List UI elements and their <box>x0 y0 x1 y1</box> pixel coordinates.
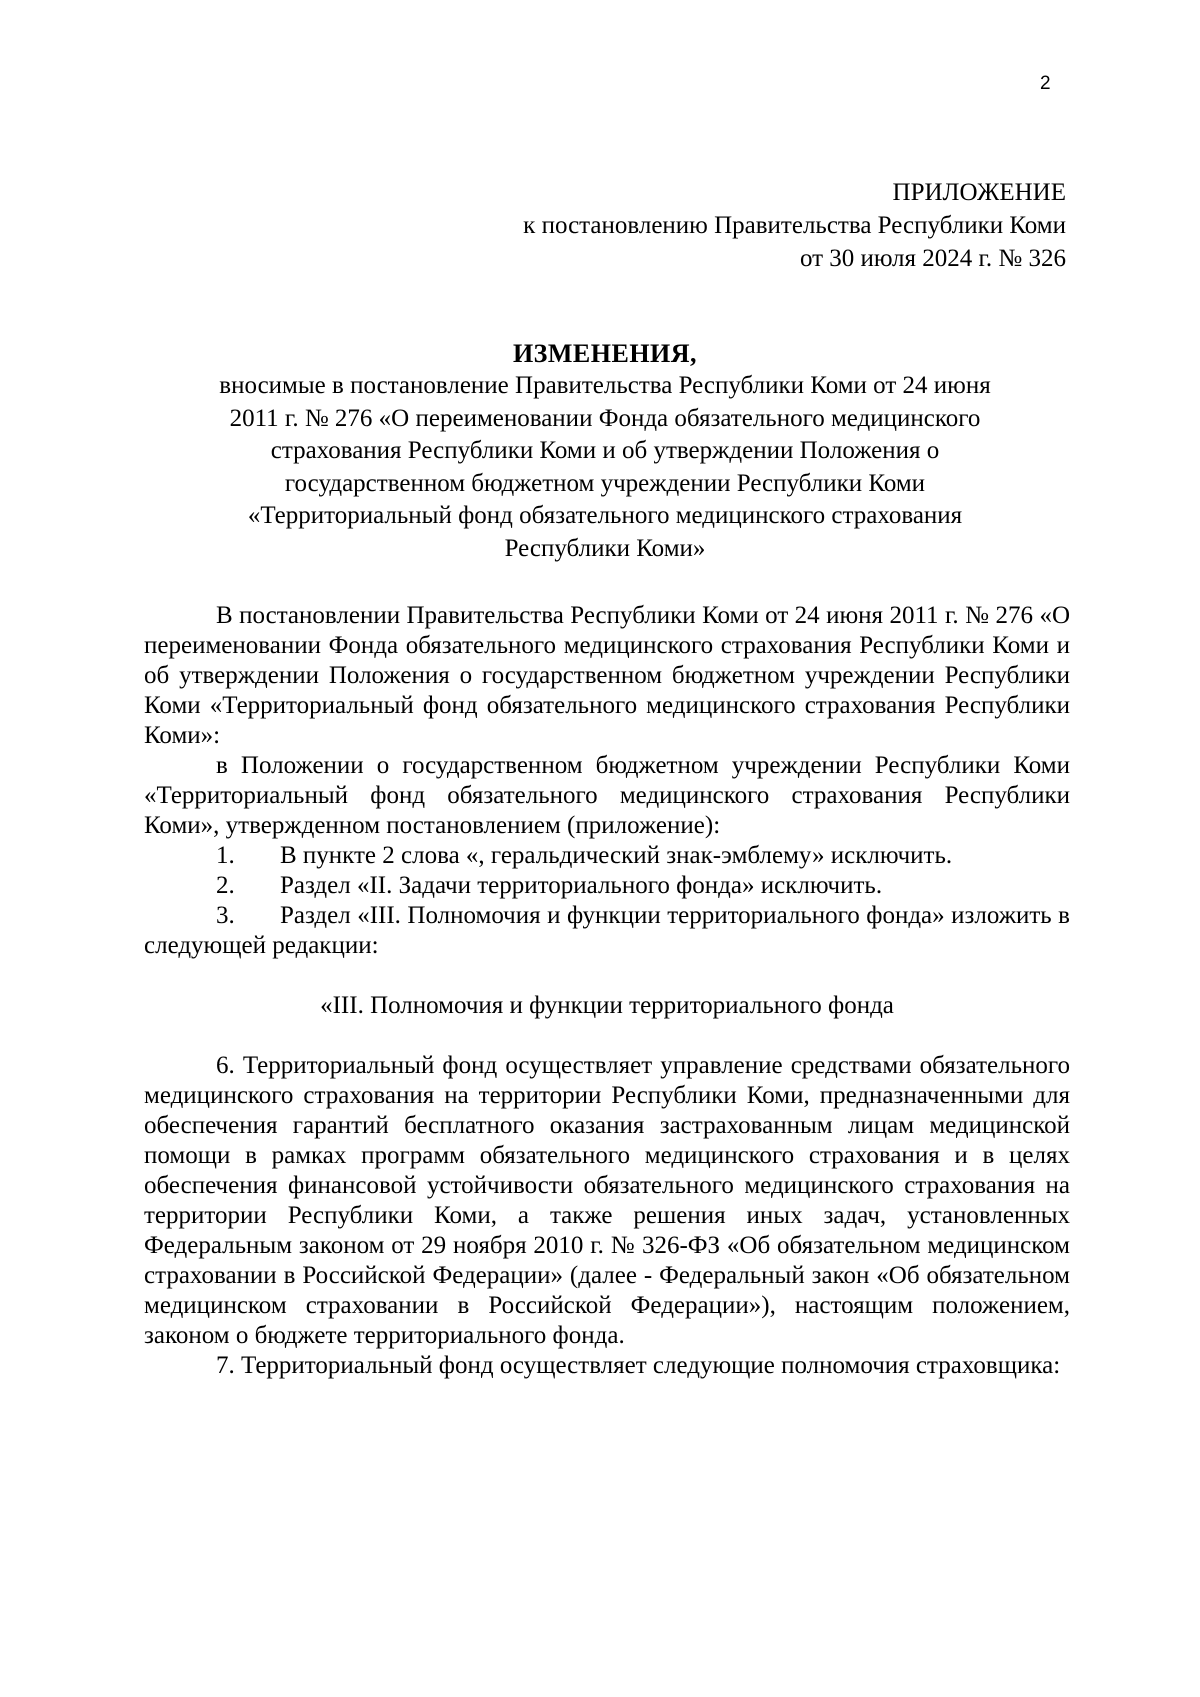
list-item <box>144 901 1070 961</box>
appendix-reference: к постановлению Правительства Республики Коми <box>523 212 1066 239</box>
intro-paragraph: В постановлении Правительства Республики Коми от 24 июня 2011 г. № 276 «О переименовании Фонда обязательного медицинского страхования Республики Коми и об утверждении Положения о государственном бюджетном учреждении Республики Коми «Территориальный фонд обязательного медицинского страхования Республики Коми»: <box>144 602 1070 749</box>
document-subtitle <box>140 370 1070 566</box>
subtitle-line: 2011 г. № 276 «О переименовании Фонда обязательного медицинского <box>229 404 981 432</box>
list-item <box>144 871 1070 901</box>
document-body <box>144 601 1070 1381</box>
page-number: 2 <box>1040 73 1051 94</box>
list-item-text: Раздел «III. Полномочия и функции территориального фонда» изложить в следующей редакции: <box>144 902 1070 959</box>
subtitle-line: страхования Республики Коми и об утверждении Положения о <box>270 437 940 465</box>
appendix-block <box>266 176 1066 275</box>
subtitle-line: Республики Коми» <box>504 534 706 562</box>
paragraph-7: 7. Территориальный фонд осуществляет следующие полномочия страховщика: <box>216 1352 1061 1379</box>
document-title: ИЗМЕНЕНИЯ, <box>512 339 698 368</box>
paragraph-6: 6. Территориальный фонд осуществляет управление средствами обязательного медицинского страхования на территории Республики Коми, предназначенными для обеспечения гарантий бесплатного оказания застрахованным лицам медицинской помощи в рамках программ обязательного медицинского страхования и в целях обеспечения финансовой устойчивости обязательного медицинского страхования на территории Республики Коми, а также решения иных задач, установленных Федеральным законом от 29 ноября 2010 г. № 326-ФЗ «Об обязательном медицинском страховании в Российской Федерации» (далее - Федеральный закон «Об обязательном медицинском страховании в Российской Федерации»), настоящим положением, законом о бюджете территориального фонда. <box>144 1052 1070 1349</box>
subtitle-line: «Территориальный фонд обязательного медицинского страхования <box>247 502 963 530</box>
section-heading: «III. Полномочия и функции территориального фонда <box>320 992 894 1019</box>
list-item-number: 1. <box>216 842 235 869</box>
appendix-label: ПРИЛОЖЕНИЕ <box>892 179 1066 206</box>
appendix-date-number: от 30 июля 2024 г. № 326 <box>799 245 1066 272</box>
list-item-number: 3. <box>216 902 235 929</box>
title-block <box>140 338 1070 566</box>
subtitle-line: вносимые в постановление Правительства Республики Коми от 24 июня <box>219 372 991 399</box>
subtitle-line: государственном бюджетном учреждении Республики Коми <box>284 469 926 497</box>
list-item <box>144 841 1070 871</box>
list-item-text: Раздел «II. Задачи территориального фонда» исключить. <box>280 872 883 899</box>
regulation-paragraph: в Положении о государственном бюджетном учреждении Республики Коми «Территориальный фонд обязательного медицинского страхования Республики Коми», утвержденном постановлением (приложение): <box>144 752 1070 839</box>
list-item-number: 2. <box>216 872 235 899</box>
list-item-text: В пункте 2 слова «, геральдический знак-эмблему» исключить. <box>280 842 953 869</box>
